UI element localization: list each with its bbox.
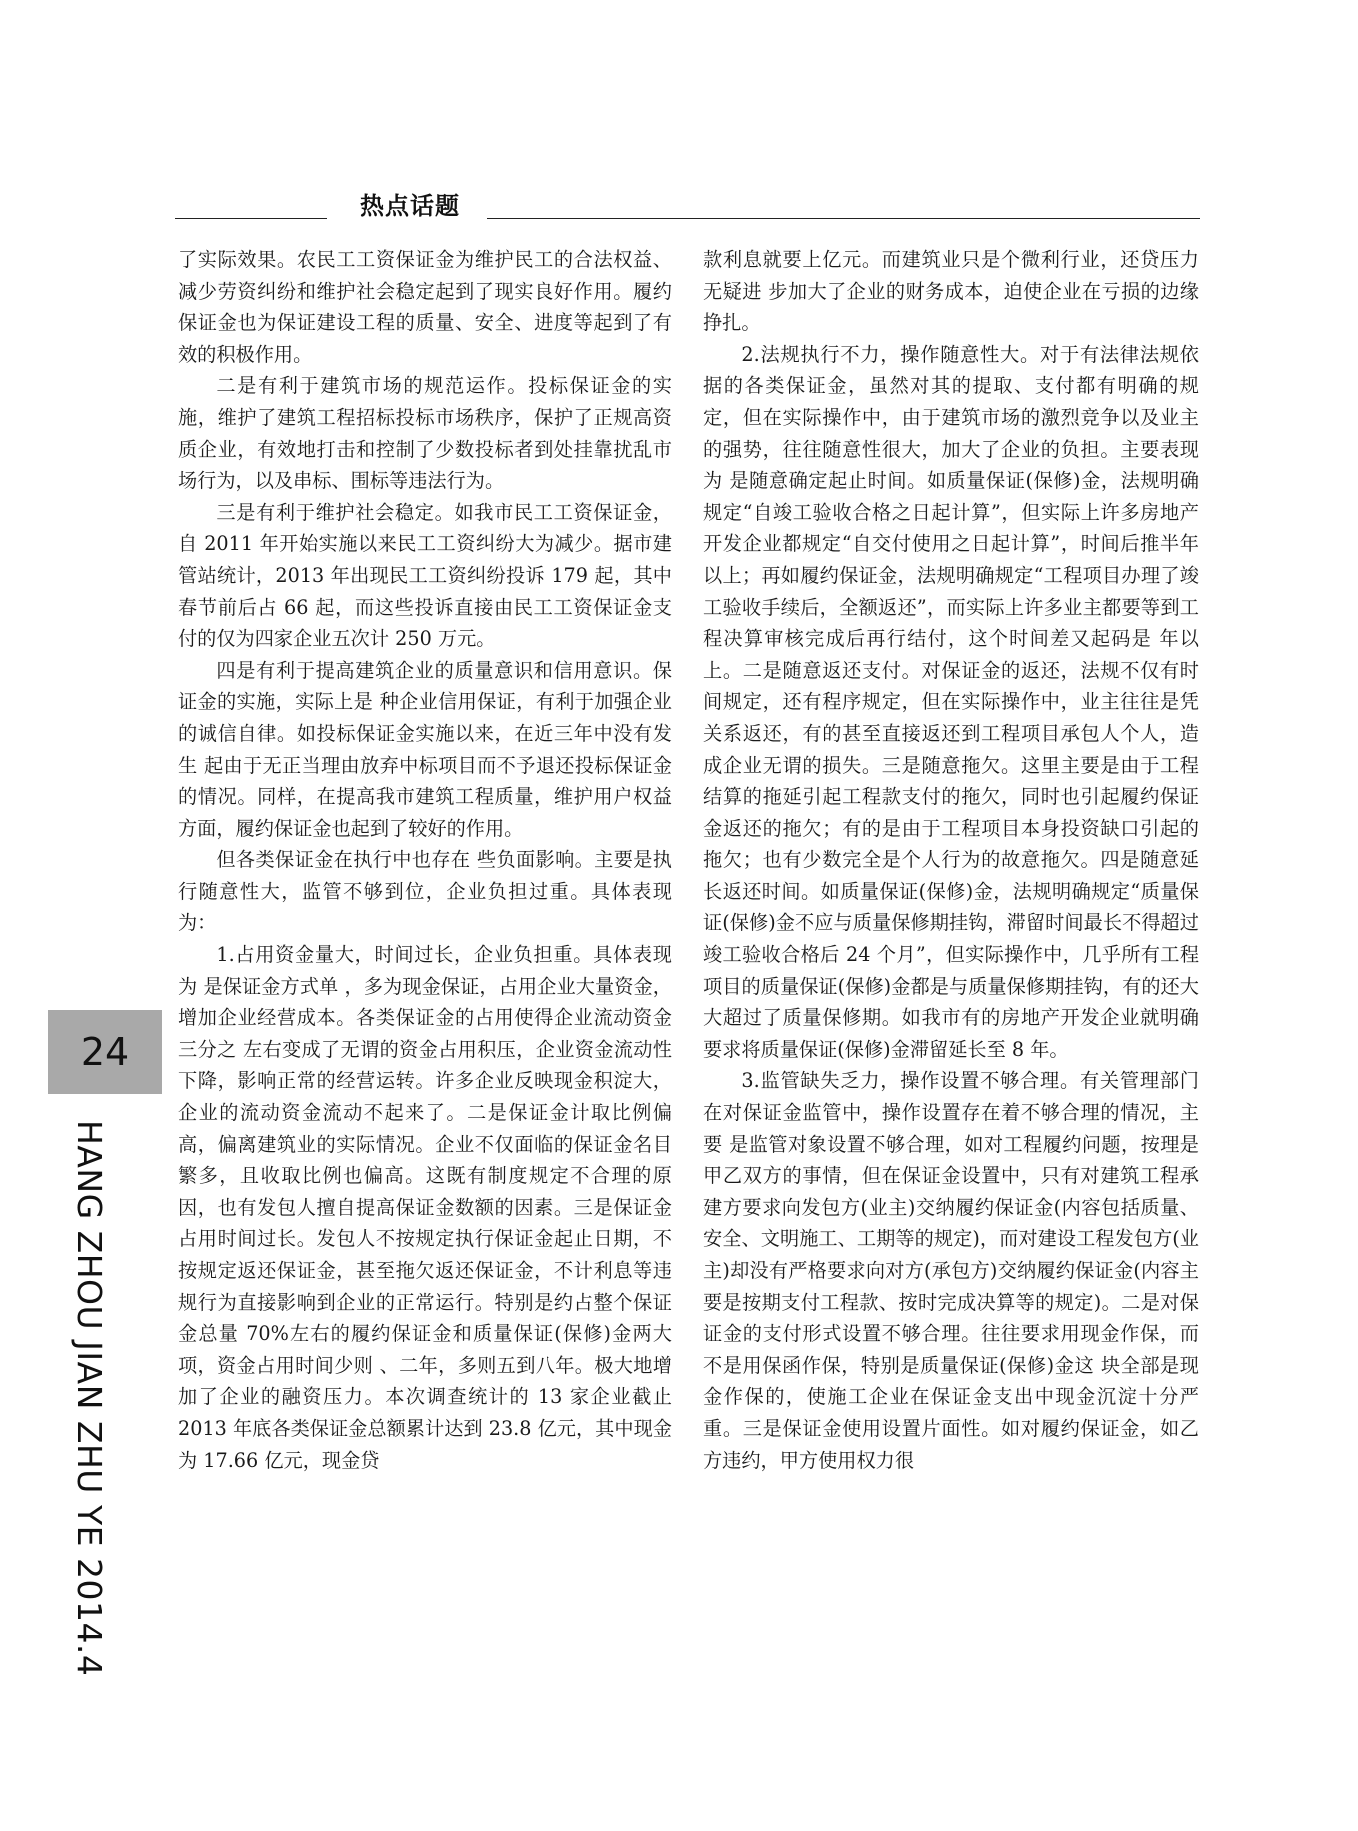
section-title: 热点话题: [360, 192, 460, 220]
paragraph: 四是有利于提高建筑企业的质量意识和信用意识。保证金的实施，实际上是 种企业信用保证，有利于加强企业的诚信自律。如投标保证金实施以来，在近三年中没有发生 起由于无正当理由放弃中标项目而不予退还投标保证金的情况。同样，在提高我市建筑工程质量，维护用户权益方面，履约保证金也起到了较好的作用。: [178, 658, 672, 840]
paragraph: 1.占用资金量大，时间过长，企业负担重。具体表现为 是保证金方式单 ，多为现金保证，占用企业大量资金，增加企业经营成本。各类保证金的占用使得企业流动资金三分之 左右变成了无谓的资金占用积压，企业资金流动性下降，影响正常的经营运转。许多企业反映现金积淀大，企业的流动资金流动不起来了。二是保证金计取比例偏高，偏离建筑业的实际情况。企业不仅面临的保证金名目繁多，且收取比例也偏高。这既有制度规定不合理的原因，也有发包人擅自提高保证金数额的因素。三是保证金占用时间过长。发包人不按规定执行保证金起止日期，不按规定返还保证金，甚至拖欠返还保证金，不计利息等违规行为直接影响到企业的正常运行。特别是约占整个保证金总量 70%左右的履约保证金和质量保证(保修)金两大项，资金占用时间少则 、二年，多则五到八年。极大地增加了企业的融资压力。本次调查统计的 13 家企业截止 2013 年底各类保证金总额累计达到 23.8 亿元，其中现金为 17.66 亿元，现金贷: [178, 943, 672, 1472]
journal-caption: HANG ZHOU JIAN ZHU YE 2014.4: [70, 1120, 109, 1677]
paragraph: 但各类保证金在执行中也存在 些负面影响。主要是执行随意性大，监管不够到位，企业负担过重。具体表现为：: [178, 848, 672, 935]
left-column: [178, 244, 672, 1476]
paragraph: 2.法规执行不力，操作随意性大。对于有法律法规依据的各类保证金，虽然对其的提取、支付都有明确的规定，但在实际操作中，由于建筑市场的激烈竞争以及业主的强势，往往随意性很大，加大了企业的负担。主要表现为 是随意确定起止时间。如质量保证(保修)金，法规明确规定“自竣工验收合格之日起计算”，但实际上许多房地产开发企业都规定“自交付使用之日起计算”，时间后推半年以上；再如履约保证金，法规明确规定“工程项目办理了竣工验收手续后，全额返还”，而实际上许多业主都要等到工程决算审核完成后再行结付，这个时间差又起码是 年以上。二是随意返还支付。对保证金的返还，法规不仅有时间规定，还有程序规定，但在实际操作中，业主往往是凭关系返还，有的甚至直接返还到工程项目承包人个人，造成企业无谓的损失。三是随意拖欠。这里主要是由于工程结算的拖延引起工程款支付的拖欠，同时也引起履约保证金返还的拖欠；有的是由于工程项目本身投资缺口引起的拖欠；也有少数完全是个人行为的故意拖欠。四是随意延长返还时间。如质量保证(保修)金，法规明确规定“质量保证(保修)金不应与质量保修期挂钩，滞留时间最长不得超过竣工验收合格后 24 个月”，但实际操作中，几乎所有工程项目的质量保证(保修)金都是与质量保修期挂钩，有的还大大超过了质量保修期。如我市有的房地产开发企业就明确要求将质量保证(保修)金滞留延长至 8 年。: [703, 342, 1199, 1061]
paragraph: 款利息就要上亿元。而建筑业只是个微利行业，还贷压力无疑进 步加大了企业的财务成本，迫使企业在亏损的边缘挣扎。: [703, 248, 1199, 335]
paragraph: 三是有利于维护社会稳定。如我市民工工资保证金，自 2011 年开始实施以来民工工资纠纷大为减少。据市建管站统计，2013 年出现民工工资纠纷投诉 179 起，其中春节前后占 66 起，而这些投诉直接由民工工资保证金支付的仅为四家企业五次计 250 万元。: [178, 500, 672, 651]
paragraph: 二是有利于建筑市场的规范运作。投标保证金的实施，维护了建筑工程招标投标市场秩序，保护了正规高资质企业，有效地打击和控制了少数投标者到处挂靠扰乱市场行为，以及串标、围标等违法行为。: [178, 374, 672, 493]
paragraph: 了实际效果。农民工工资保证金为维护民工的合法权益、减少劳资纠纷和维护社会稳定起到了现实良好作用。履约保证金也为保证建设工程的质量、安全、进度等起到了有效的积极作用。: [178, 248, 672, 366]
page-header: [175, 184, 1200, 224]
page-number: 24: [48, 1010, 162, 1094]
paragraph: 3.监管缺失乏力，操作设置不够合理。有关管理部门在对保证金监管中，操作设置存在着不够合理的情况，主要 是监管对象设置不够合理，如对工程履约问题，按理是甲乙双方的事情，但在保证金设置中，只有对建筑工程承建方要求向发包方(业主)交纳履约保证金(内容包括质量、安全、文明施工、工期等的规定)，而对建设工程发包方(业主)却没有严格要求向对方(承包方)交纳履约保证金(内容主要是按期支付工程款、按时完成决算等的规定)。二是对保证金的支付形式设置不够合理。往往要求用现金作保，而不是用保函作保，特别是质量保证(保修)金这 块全部是现金作保的，使施工企业在保证金支出中现金沉淀十分严重。三是保证金使用设置片面性。如对履约保证金，如乙方违约，甲方使用权力很: [703, 1069, 1199, 1472]
right-column: [703, 244, 1199, 1476]
header-rule-right: [487, 218, 1200, 219]
header-rule-left: [175, 218, 327, 219]
